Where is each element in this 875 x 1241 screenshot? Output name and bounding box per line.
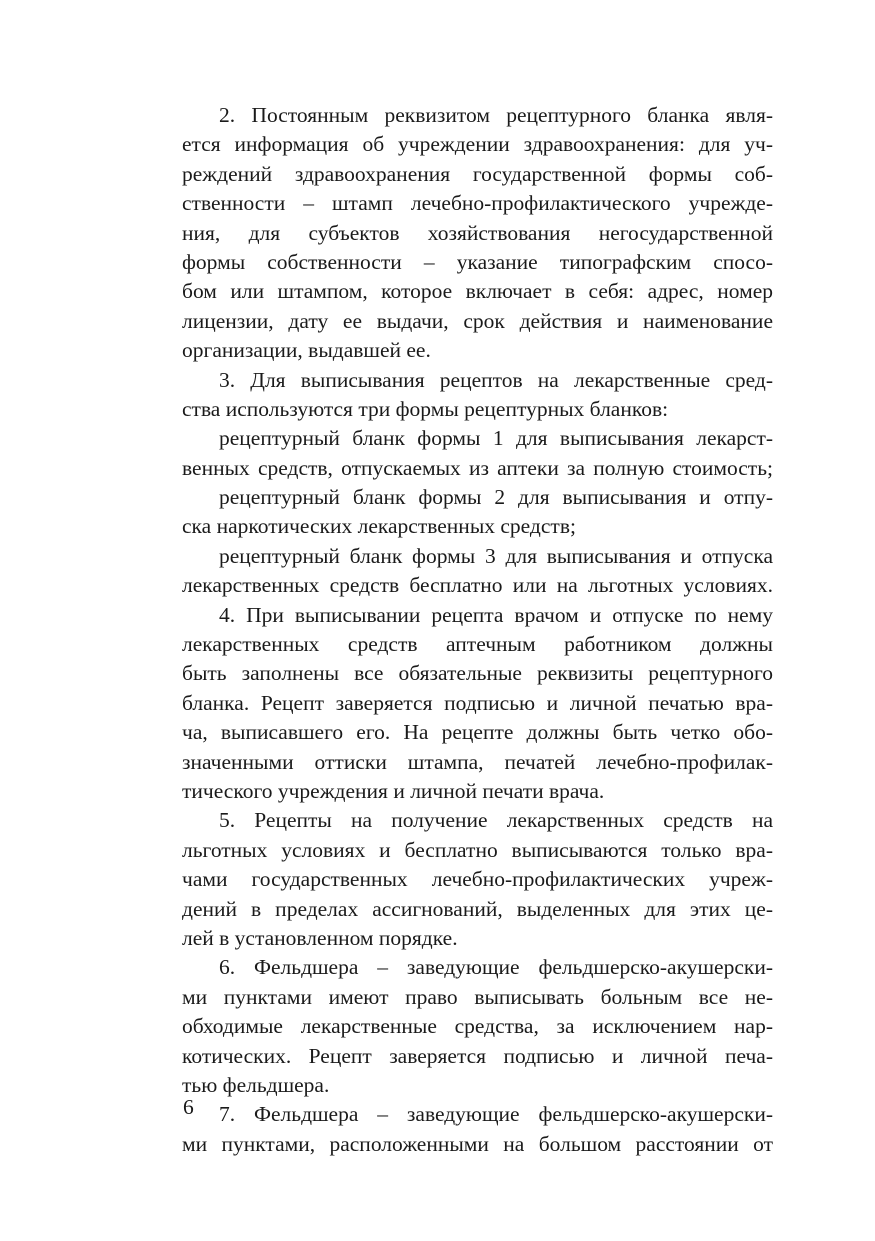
paragraph-4-line-3: быть заполнены все обязательные реквизиты рецептурного [182, 661, 773, 686]
paragraph-2-line-6: формы собственности – указание типографским спосо- [182, 249, 773, 274]
body-text [182, 101, 773, 1159]
form-2-item-line-1: рецептурный бланк формы 2 для выписывания и отпу- [219, 485, 773, 510]
paragraph-6-line-2: ми пунктами имеют право выписывать больным все не- [182, 984, 773, 1009]
form-3-item-line-1: рецептурный бланк формы 3 для выписывания и отпуска [219, 543, 773, 568]
paragraph-4-line-2: лекарственных средств аптечным работником должны [182, 632, 773, 657]
paragraph-4-line-1: 4. При выписывании рецепта врачом и отпуске по нему [219, 602, 773, 627]
paragraph-5-line-5: лей в установленном порядке. [182, 925, 458, 950]
paragraph-5-line-4: дений в пределах ассигнований, выделенных для этих це- [182, 896, 773, 921]
paragraph-2-line-1: 2. Постоянным реквизитом рецептурного бланка явля- [219, 103, 773, 127]
paragraph-6-line-5: тью фельдшера. [182, 1072, 330, 1097]
form-3-item-line-2: лекарственных средств бесплатно или на льготных условиях. [182, 573, 773, 598]
paragraph-3-line-1: 3. Для выписывания рецептов на лекарственные сред- [219, 367, 773, 392]
paragraph-2-line-8: лицензии, дату ее выдачи, срок действия и наименование [182, 308, 773, 333]
paragraph-3-line-2: ства используются три формы рецептурных бланков: [182, 396, 669, 421]
paragraph-2-line-4: ственности – штамп лечебно-профилактического учрежде- [182, 191, 773, 216]
form-2-item-line-2: ска наркотических лекарственных средств; [182, 514, 576, 539]
paragraph-4-line-6: значенными оттиски штампа, печатей лечебно-профилак- [182, 749, 773, 774]
paragraph-5-line-3: чами государственных лечебно-профилактических учреж- [182, 867, 773, 892]
paragraph-2-line-2: ется информация об учреждении здравоохранения: для уч- [182, 132, 773, 157]
paragraph-6-line-4: котических. Рецепт заверяется подписью и личной печа- [182, 1043, 773, 1068]
paragraph-2-line-5: ния, для субъектов хозяйствования негосударственной [182, 220, 773, 245]
paragraph-7-line-2: ми пунктами, расположенными на большом расстоянии от [182, 1131, 773, 1156]
form-1-item-line-1: рецептурный бланк формы 1 для выписывания лекарст- [219, 426, 773, 451]
paragraph-2-line-9: организации, выдавшей ее. [182, 338, 431, 363]
paragraph-5-line-1: 5. Рецепты на получение лекарственных средств на [219, 808, 773, 833]
paragraph-2-line-7: бом или штампом, которое включает в себя: адрес, номер [182, 279, 773, 304]
paragraph-4-line-5: ча, выписавшего его. На рецепте должны быть четко обо- [182, 720, 773, 745]
form-1-item-line-2: венных средств, отпускаемых из аптеки за полную стоимость; [182, 455, 773, 480]
paragraph-6-line-1: 6. Фельдшера – заведующие фельдшерско-акушерски- [219, 955, 773, 980]
paragraph-7-line-1: 7. Фельдшера – заведующие фельдшерско-акушерски- [219, 1102, 773, 1127]
paragraph-2-line-3: реждений здравоохранения государственной формы соб- [182, 161, 773, 186]
paragraph-6-line-3: обходимые лекарственные средства, за исключением нар- [182, 1014, 773, 1039]
page-number: 6 [183, 1095, 194, 1119]
paragraph-5-line-2: льготных условиях и бесплатно выписываются только вра- [182, 837, 773, 862]
paragraph-4-line-7: тического учреждения и личной печати врача. [182, 778, 605, 803]
paragraph-4-line-4: бланка. Рецепт заверяется подписью и личной печатью вра- [182, 690, 773, 715]
